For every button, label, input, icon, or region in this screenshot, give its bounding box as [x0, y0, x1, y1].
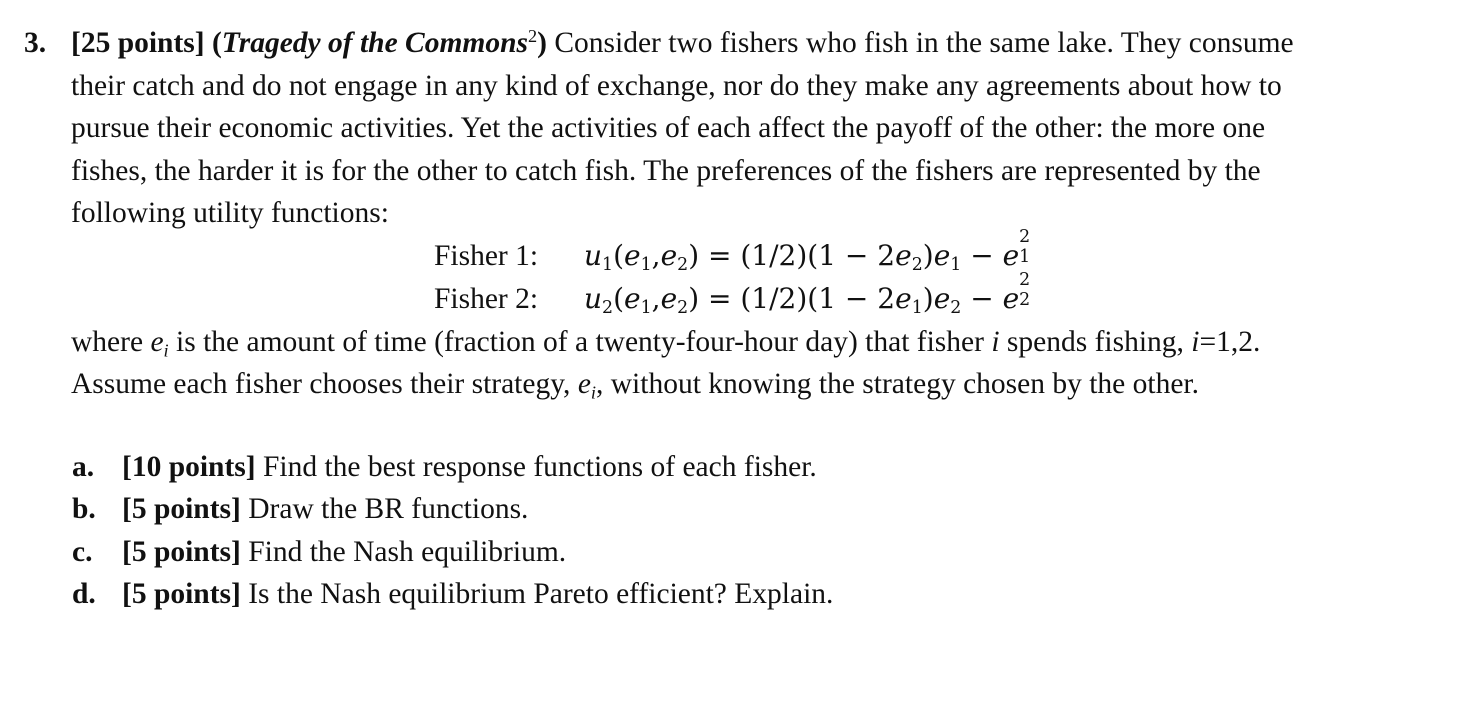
- part-points: [5 points]: [122, 578, 241, 610]
- equation-fisher-1: [24, 226, 1434, 278]
- part-text: Is the Nash equilibrium Pareto efficient? Explain.: [240, 578, 834, 610]
- problem-title: Tragedy of the Commons: [221, 27, 528, 59]
- sub-question-b: [72, 488, 1434, 531]
- intro-line-4: fishes, the harder it is for the other to catch fish. The preferences of the fishers are represented by the: [71, 154, 1261, 187]
- title-open-paren: (: [211, 27, 222, 59]
- problem-3: [24, 22, 1434, 616]
- title-close-paren: ): [537, 27, 547, 59]
- sub-question-a: [72, 446, 1434, 489]
- utility-function-1: $u_1(e_1,e_2) = (1/2)(1 - 2e_2)e_1 - e$ 2 1: [584, 226, 1031, 275]
- intro-line-5: following utility functions:: [71, 197, 389, 229]
- part-text: Draw the BR functions.: [240, 493, 529, 525]
- equation-label: Fisher 2:: [434, 282, 539, 315]
- equation-fisher-2: [24, 269, 1434, 321]
- problem-points: [25 points]: [71, 27, 205, 59]
- part-points: [10 points]: [122, 450, 256, 483]
- sub-questions: [72, 446, 1434, 616]
- intro-line-1: Consider two fishers who fish in the same lake. They consume: [546, 27, 1294, 59]
- sub-question-c: [72, 531, 1434, 574]
- sub-question-d: [72, 573, 1434, 616]
- problem-number: 3.: [24, 27, 47, 59]
- part-text: Find the Nash equilibrium.: [240, 535, 567, 568]
- title-footnote: 2: [528, 25, 538, 46]
- part-label: c.: [72, 535, 93, 568]
- assume-line: Assume each fisher chooses their strategy, $e_i$, without knowing the strategy chosen by the other.: [71, 368, 1200, 403]
- utility-function-2: $u_2(e_1,e_2) = (1/2)(1 - 2e_1)e_2 - e$ 2 2: [584, 269, 1031, 318]
- part-text: Find the best response functions of each fisher.: [255, 450, 817, 483]
- spacer: [24, 406, 1434, 446]
- where-line: where $e_i$ is the amount of time (fraction of a twenty-four-hour day) that fisher i spends fishing, i=1,2.: [71, 325, 1261, 360]
- equation-label: Fisher 1:: [434, 239, 539, 272]
- part-label: d.: [72, 578, 96, 610]
- intro-line-3: pursue their economic activities. Yet the activities of each affect the payoff of the other: the more one: [71, 112, 1266, 144]
- part-label: b.: [72, 493, 96, 525]
- intro-line-2: their catch and do not engage in any kind of exchange, nor do they make any agreements about how to: [71, 69, 1282, 102]
- part-points: [5 points]: [122, 535, 241, 568]
- part-label: a.: [72, 450, 95, 483]
- problem-header-line: [24, 22, 1434, 65]
- part-points: [5 points]: [122, 493, 241, 525]
